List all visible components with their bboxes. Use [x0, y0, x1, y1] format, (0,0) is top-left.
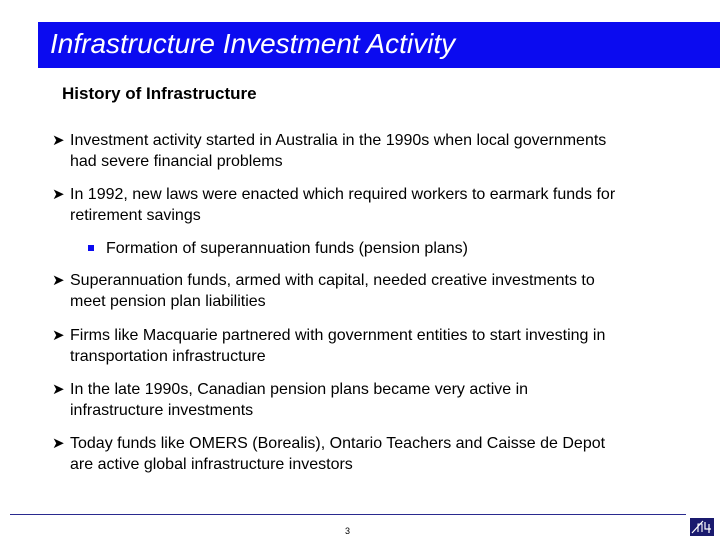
- arrow-bullet-icon: ➤: [52, 327, 65, 344]
- slide-title: Infrastructure Investment Activity: [50, 28, 456, 59]
- arrow-bullet-icon: ➤: [52, 132, 65, 149]
- bullet-text: Superannuation funds, armed with capital, needed creative investments to meet pension plan liabilities: [70, 272, 595, 310]
- bullet-text: In 1992, new laws were enacted which required workers to earmark funds for retirement savings: [70, 186, 616, 224]
- arrow-bullet-icon: ➤: [52, 272, 65, 289]
- slide-subtitle: History of Infrastructure: [62, 84, 257, 103]
- bullet-text: Today funds like OMERS (Borealis), Ontario Teachers and Caisse de Depot are active global infrastructure investors: [70, 435, 606, 473]
- page-number: 3: [345, 526, 351, 536]
- sub-bullet-item: [88, 238, 468, 259]
- title-bar: [38, 22, 720, 68]
- arrow-bullet-icon: ➤: [52, 186, 65, 203]
- sub-bullet-text: Formation of superannuation funds (pension plans): [106, 240, 468, 257]
- company-logo-icon: [690, 518, 714, 536]
- bullet-text: In the late 1990s, Canadian pension plans became very active in infrastructure investments: [70, 381, 529, 419]
- bullet-text: Firms like Macquarie partnered with government entities to start investing in transportation infrastructure: [70, 327, 606, 365]
- square-bullet-icon: [88, 245, 94, 251]
- arrow-bullet-icon: ➤: [52, 435, 65, 452]
- arrow-bullet-icon: ➤: [52, 381, 65, 398]
- bullet-text: Investment activity started in Australia in the 1990s when local governments had severe financial problems: [70, 132, 607, 170]
- footer-divider: [10, 514, 686, 515]
